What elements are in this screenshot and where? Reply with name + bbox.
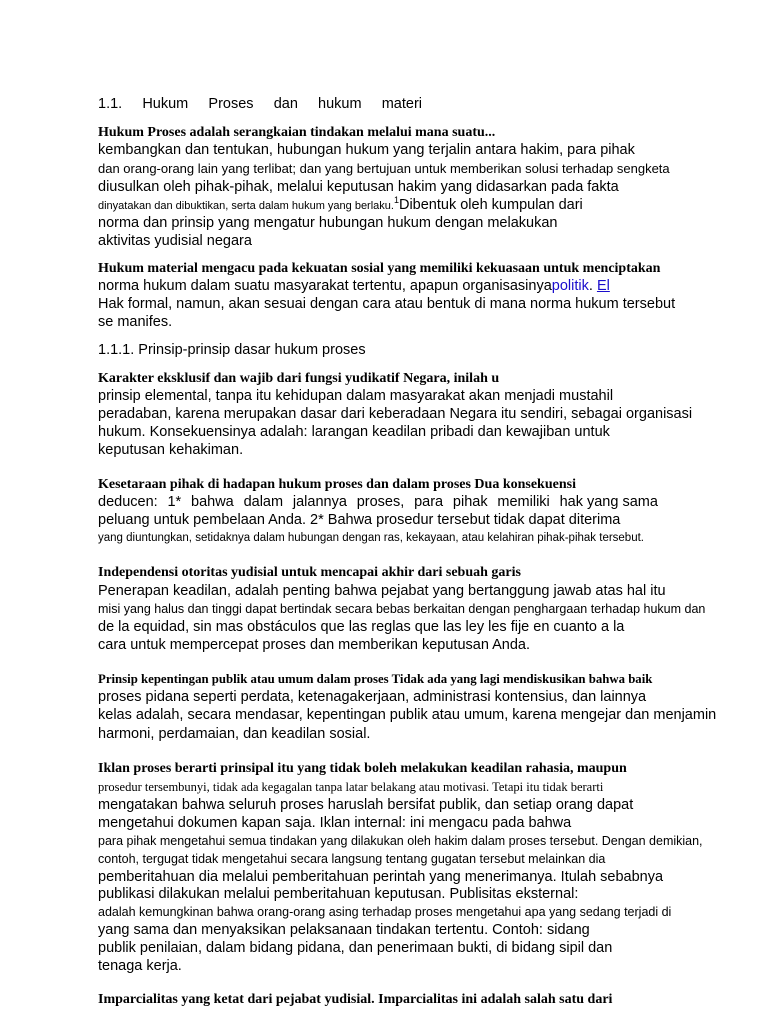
para5-line: Penerapan keadilan, adalah penting bahwa pejabat yang bertanggung jawab atas hal itu	[98, 583, 666, 599]
para7-line: prosedur tersembunyi, tidak ada kegagalan tanpa latar belakang atau motivasi. Tetapi itu tidak berarti	[98, 780, 604, 794]
para7-line: mengetahui dokumen kapan saja. Iklan internal: ini mengacu pada bahwa	[98, 815, 572, 831]
para1-line: norma dan prinsip yang mengatur hubungan hukum dengan melakukan	[98, 215, 558, 231]
para2-line: norma hukum dalam suatu masyarakat tertentu, apapun organisasinyapolitik. El	[98, 278, 610, 294]
para5-line: de la equidad, sin mas obstáculos que las reglas que las ley les fije en cuanto a la	[98, 619, 625, 635]
para7-line: para pihak mengetahui semua tindakan yang dilakukan oleh hakim dalam proses tersebut. Dengan demikian,	[98, 834, 703, 848]
para1-line: dan orang-orang lain yang terlibat; dan yang bertujuan untuk memberikan solusi terhadap sengketa	[98, 161, 670, 176]
section-heading-1-1: 1.1. Hukum Proses dan hukum materi	[98, 96, 422, 112]
para7-line: publik penilaian, dalam bidang pidana, dan penerimaan bukti, di bidang sipil dan	[98, 940, 613, 956]
para7-line: mengatakan bahwa seluruh proses haruslah bersifat publik, dan setiap orang dapat	[98, 797, 634, 813]
para6-line: proses pidana seperti perdata, ketenagakerjaan, administrasi kontensius, dan lainnya	[98, 689, 647, 705]
para1-line: aktivitas yudisial negara	[98, 233, 252, 249]
para7-line: contoh, tergugat tidak mengetahui secara langsung tentang gugatan tersebut melainkan dia	[98, 852, 606, 866]
para1-line: diusulkan oleh pihak-pihak, melalui keputusan hakim yang didasarkan pada fakta	[98, 179, 619, 195]
para3-line: prinsip elemental, tanpa itu kehidupan dalam masyarakat akan menjadi mustahil	[98, 388, 614, 404]
para2-line: se manifes.	[98, 314, 173, 330]
para7-line: adalah kemungkinan bahwa orang-orang asing terhadap proses mengetahui apa yang sedang terjadi di	[98, 905, 672, 919]
para7-line: yang sama dan menyaksikan pelaksanaan tindakan tertentu. Contoh: sidang	[98, 922, 590, 938]
para8-lead: Imparcialitas yang ketat dari pejabat yudisial. Imparcialitas ini adalah salah satu dari	[98, 992, 613, 1007]
para4-line: yang diuntungkan, setidaknya dalam hubungan dengan ras, kekayaan, atau kelahiran pihak-pihak tersebut.	[98, 532, 644, 544]
para1-line: kembangkan dan tentukan, hubungan hukum yang terjalin antara hakim, para pihak	[98, 142, 635, 158]
section-heading-1-1-1: 1.1.1. Prinsip-prinsip dasar hukum proses	[98, 342, 366, 358]
para1-line: dinyatakan dan dibuktikan, serta dalam hukum yang berlaku.$^1$Dibentuk oleh kumpulan dari	[98, 195, 583, 213]
para7-line: pemberitahuan dia melalui pemberitahuan perintah yang menerimanya. Itulah sebabnya	[98, 869, 664, 885]
para4-lead: Kesetaraan pihak di hadapan hukum proses dan dalam proses Dua konsekuensi	[98, 477, 576, 492]
para4-line: peluang untuk pembelaan Anda. 2* Bahwa prosedur tersebut tidak dapat diterima	[98, 512, 621, 528]
para5-line: misi yang halus dan tinggi dapat bertindak secara bebas berkaitan dengan penghargaan terhadap hukum dan	[98, 602, 706, 616]
para1-lead: Hukum Proses adalah serangkaian tindakan melalui mana suatu...	[98, 125, 496, 140]
para3-lead: Karakter eksklusif dan wajib dari fungsi yudikatif Negara, inilah u	[98, 371, 500, 386]
el-link[interactable]: El	[596, 278, 610, 294]
para2-line: Hak formal, namun, akan sesuai dengan cara atau bentuk di mana norma hukum tersebut	[98, 296, 676, 312]
para4-line-justified: deducen: 1* bahwa dalam jalannya proses, para pihak memiliki hak yang sama	[98, 494, 658, 510]
para7-line: tenaga kerja.	[98, 958, 182, 974]
para3-line: peradaban, karena merupakan dasar dari keberadaan Negara itu sendiri, sebagai organisasi	[98, 406, 693, 422]
para6-line: kelas adalah, secara mendasar, kepentingan publik atau umum, karena mengejar dan menjamin	[98, 707, 717, 723]
para5-line: cara untuk mempercepat proses dan memberikan keputusan Anda.	[98, 637, 531, 653]
para3-line: hukum. Konsekuensinya adalah: larangan keadilan pribadi dan kewajiban untuk	[98, 424, 610, 440]
para7-lead: Iklan proses berarti prinsipal itu yang tidak boleh melakukan keadilan rahasia, maupun	[98, 761, 627, 776]
para5-lead: Independensi otoritas yudisial untuk mencapai akhir dari sebuah garis	[98, 565, 521, 580]
para7-line: publikasi dilakukan melalui pemberitahuan keputusan. Publisitas eksternal:	[98, 886, 579, 902]
para6-lead: Prinsip kepentingan publik atau umum dalam proses Tidak ada yang lagi mendiskusikan bahwa baik	[98, 672, 653, 686]
para6-line: harmoni, perdamaian, dan keadilan sosial.	[98, 726, 371, 742]
para2-lead: Hukum material mengacu pada kekuatan sosial yang memiliki kekuasaan untuk menciptakan	[98, 261, 661, 276]
para3-line: keputusan kehakiman.	[98, 442, 244, 458]
politik-link[interactable]: politik	[551, 278, 589, 294]
